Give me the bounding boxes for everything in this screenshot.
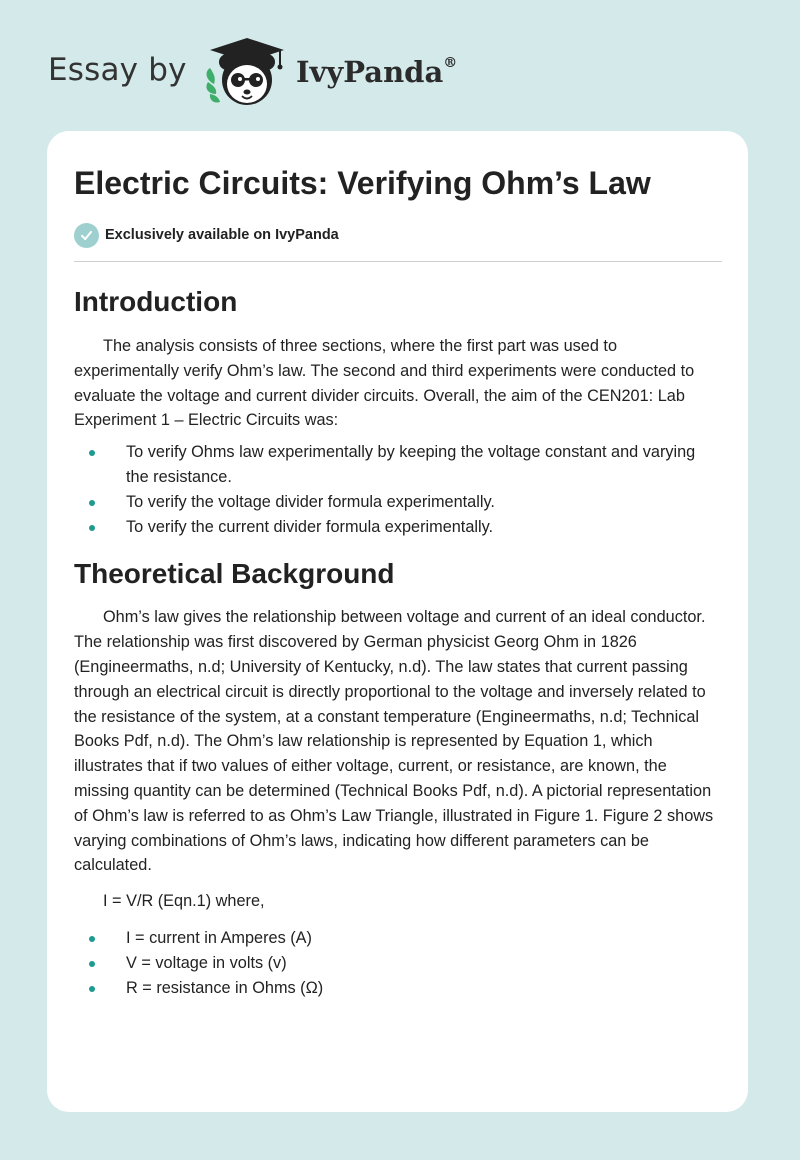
list-item-text: R = resistance in Ohms (Ω) xyxy=(126,978,324,997)
list-item xyxy=(74,976,722,1001)
brand-label: IvyPanda xyxy=(296,55,444,89)
essay-body xyxy=(74,281,722,1000)
introduction-paragraph: The analysis consists of three sections, where the first part was used to experimentally verify Ohm’s law. The second and third experiments were conducted to evaluate the voltage and current divider circuits. Overall, the aim of the CEN201: Lab Experiment 1 – Electric Circuits was: xyxy=(74,337,695,430)
definitions-list xyxy=(74,926,722,1000)
equation-text: I = V/R (Eqn.1) where, xyxy=(103,892,265,911)
registered-mark: ® xyxy=(443,55,458,72)
list-item-text: To verify the current divider formula experimentally. xyxy=(126,517,494,536)
aims-list xyxy=(74,440,722,539)
bullet-icon xyxy=(89,986,95,992)
list-item-text: To verify the voltage divider formula experimentally. xyxy=(126,492,495,511)
exclusive-badge-text: Exclusively available on IvyPanda xyxy=(105,227,339,243)
check-icon xyxy=(74,223,99,248)
bullet-icon xyxy=(89,525,95,531)
site-header xyxy=(0,0,800,130)
bullet-icon xyxy=(89,961,95,967)
panda-logo-icon[interactable] xyxy=(200,34,292,110)
list-item xyxy=(74,926,722,951)
bullet-icon xyxy=(89,936,95,942)
introduction-heading: Introduction xyxy=(74,286,238,317)
list-item-text: To verify Ohms law experimentally by keeping the voltage constant and varying the resistance. xyxy=(126,443,696,486)
bullet-icon xyxy=(89,450,95,456)
list-item xyxy=(74,490,722,515)
essay-card xyxy=(47,131,748,1112)
page-title: Electric Circuits: Verifying Ohm’s Law xyxy=(74,165,651,201)
list-item xyxy=(74,951,722,976)
list-item xyxy=(74,440,722,490)
bullet-icon xyxy=(89,500,95,506)
theory-heading: Theoretical Background xyxy=(74,558,395,590)
list-item xyxy=(74,515,722,540)
title-divider xyxy=(74,261,722,262)
brand-name[interactable] xyxy=(296,55,457,89)
theory-paragraph: Ohm’s law gives the relationship between voltage and current of an ideal conductor. The relationship was first discovered by German physicist Georg Ohm in 1826 (Engineermaths, n.d; University of Kentucky, n.d). The law states that current passing through an electrical circuit is directly proportional to the voltage and inversely related to the resistance of the system, at a constant temperature (Engineermaths, n.d; Technical Books Pdf, n.d). The Ohm’s law relationship is represented by Equation 1, which illustrates that if two values of either voltage, current, or resistance, are known, the missing quantity can be determined (Technical Books Pdf, n.d). A pictorial representation of Ohm’s law is referred to as Ohm’s Law Triangle, illustrated in Figure 1. Figure 2 shows varying combinations of Ohm’s laws, indicating how different parameters can be calculated. xyxy=(74,608,714,875)
exclusive-badge xyxy=(74,222,339,248)
list-item-text: I = current in Amperes (A) xyxy=(126,928,312,947)
essay-by-label: Essay by xyxy=(48,52,187,88)
list-item-text: V = voltage in volts (v) xyxy=(126,953,287,972)
